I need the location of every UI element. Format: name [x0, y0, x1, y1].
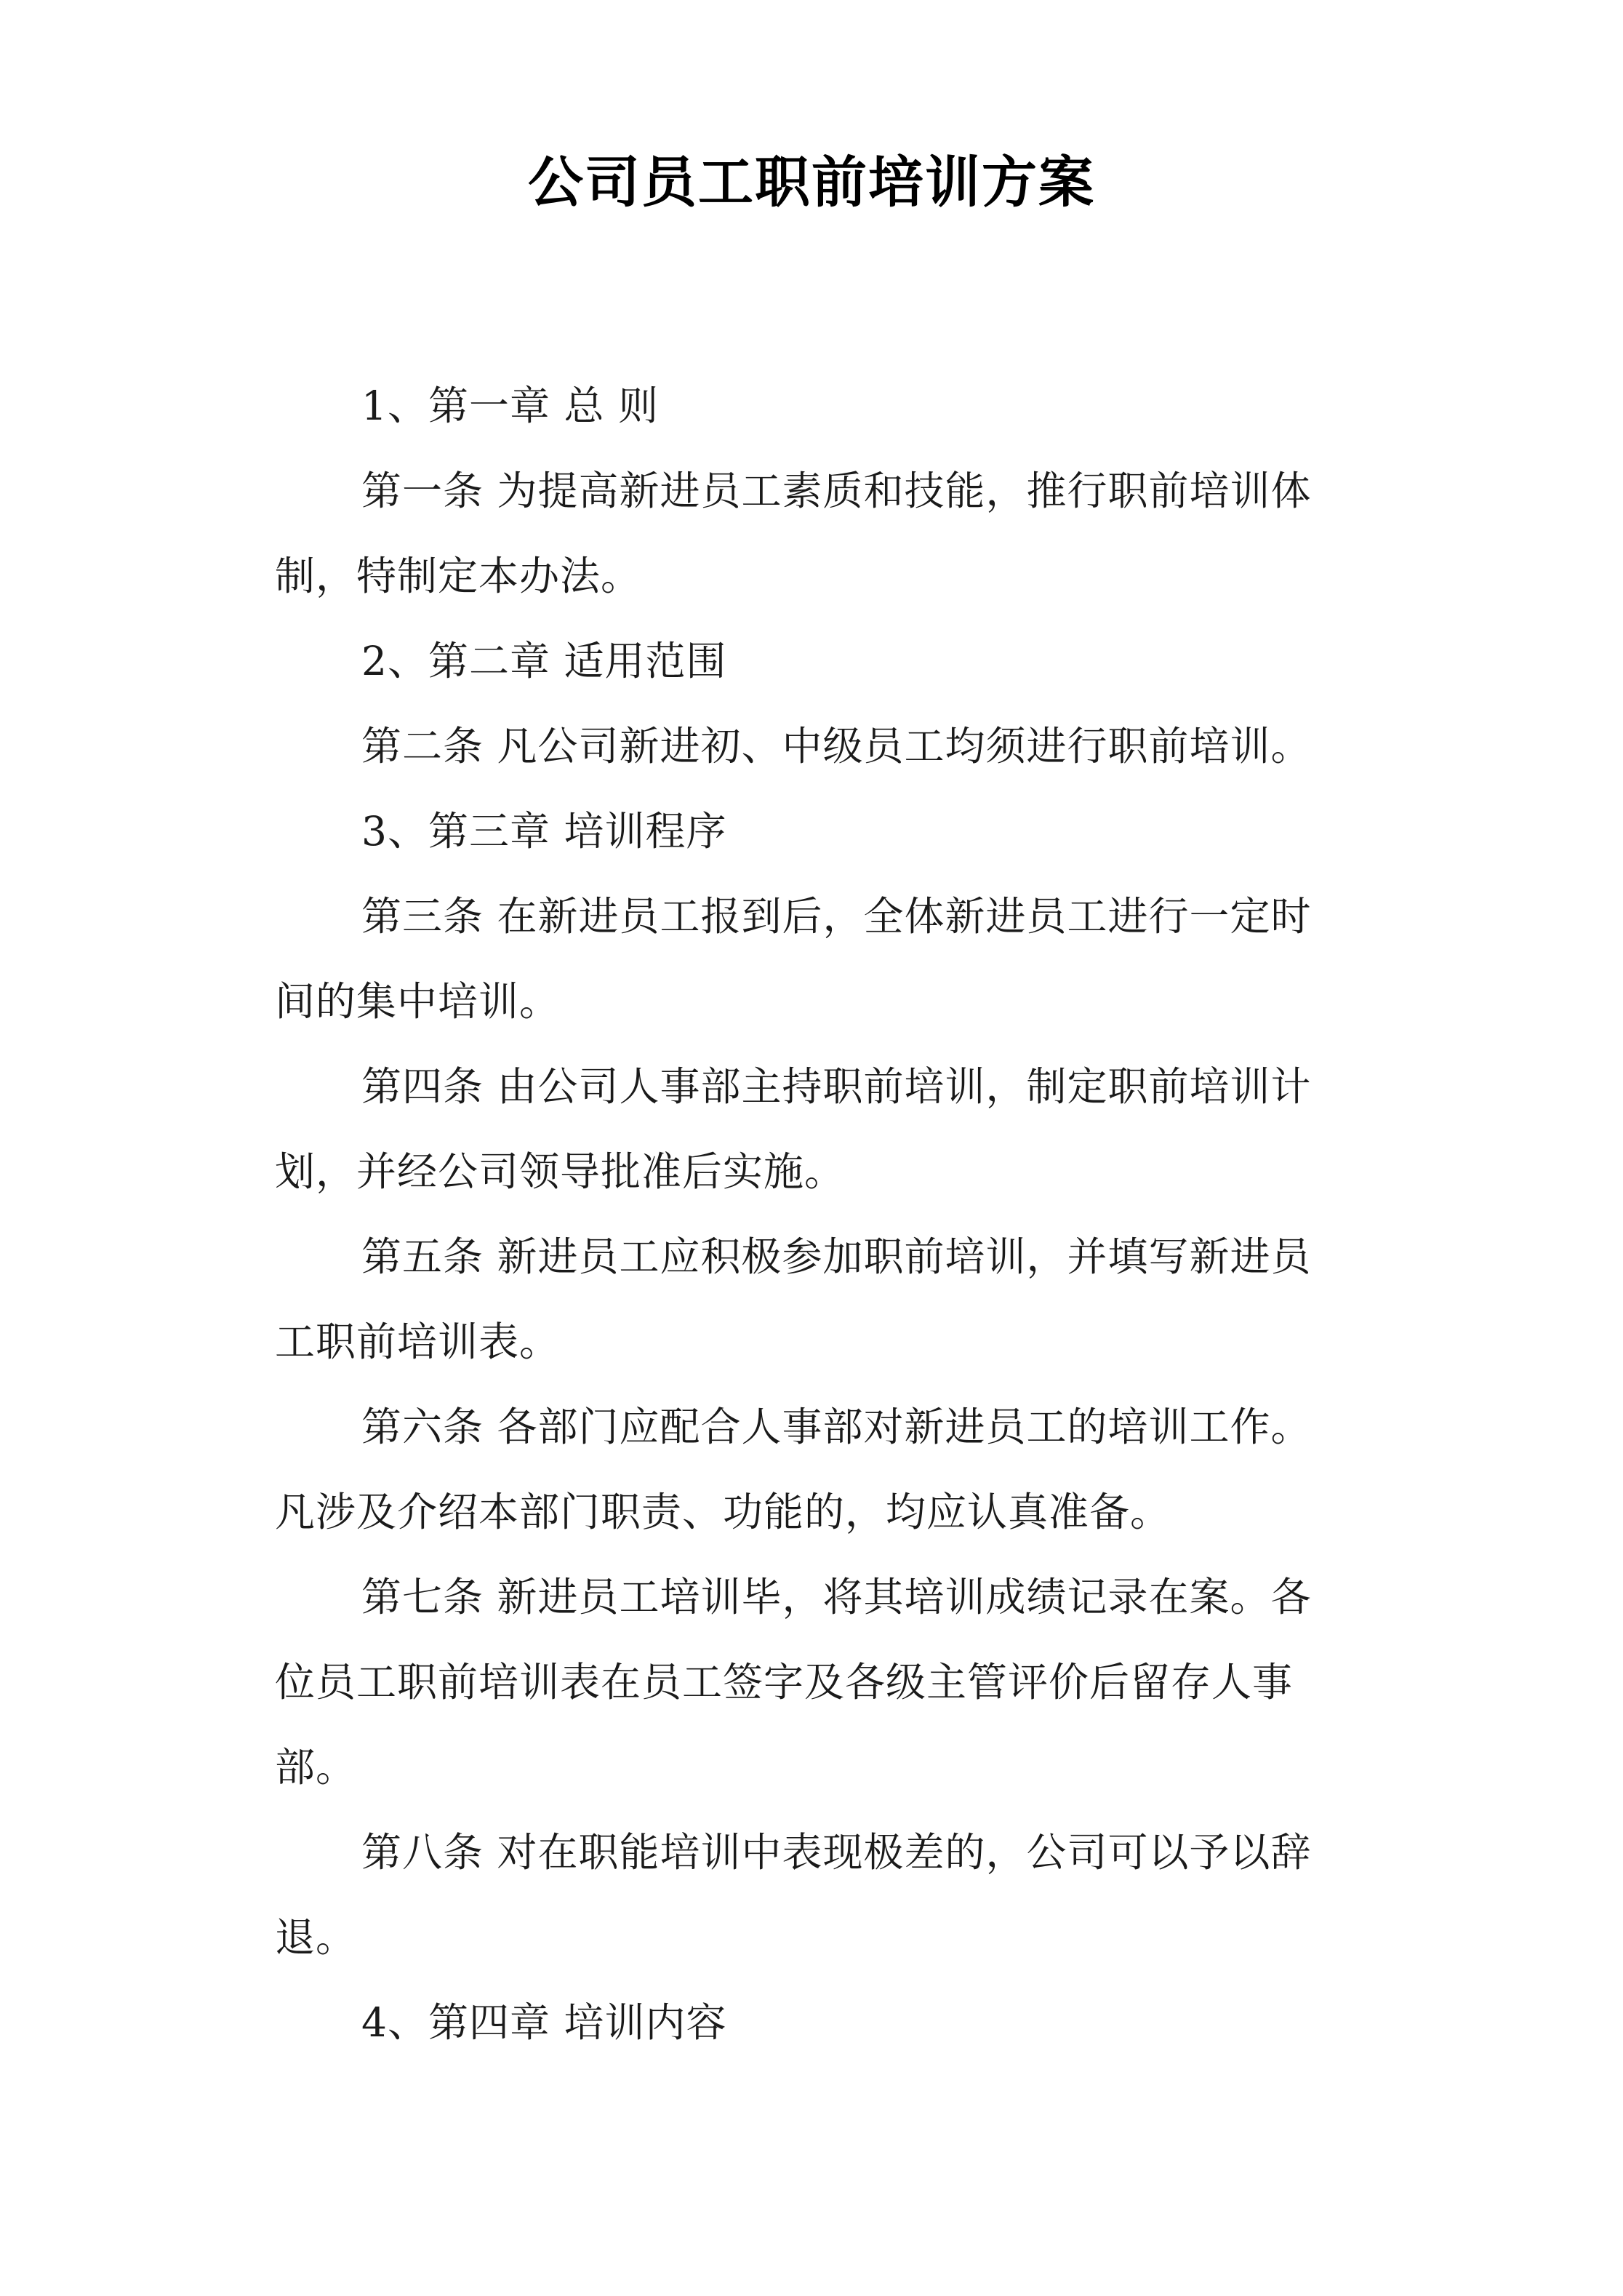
article-7: 第七条 新进员工培训毕，将其培训成绩记录在案。各位员工职前培训表在员工签字及各级主管评价后留存人事部。	[275, 1574, 1312, 1791]
article-8: 第八条 对在职能培训中表现极差的，公司可以予以辞退。	[275, 1829, 1312, 1961]
chapter-1-heading: 1、第一章 总 则	[361, 383, 659, 429]
article-1: 第一条 为提高新进员工素质和技能，推行职前培训体制，特制定本办法。	[275, 468, 1312, 599]
article-4: 第四条 由公司人事部主持职前培训，制定职前培训计划，并经公司领导批准后实施。	[275, 1063, 1312, 1195]
article-5: 第五条 新进员工应积极参加职前培训，并填写新进员工职前培训表。	[275, 1233, 1312, 1365]
chapter-3-heading: 3、第三章 培训程序	[361, 808, 727, 855]
article-3: 第三条 在新进员工报到后，全体新进员工进行一定时间的集中培训。	[275, 893, 1312, 1025]
document-title: 公司员工职前培训方案	[528, 150, 1095, 215]
article-2: 第二条 凡公司新进初、中级员工均须进行职前培训。	[361, 723, 1312, 769]
document-body	[275, 364, 1351, 2065]
chapter-4-heading: 4、第四章 培训内容	[361, 1999, 727, 2046]
chapter-2-heading: 2、第二章 适用范围	[361, 638, 727, 684]
article-6: 第六条 各部门应配合人事部对新进员工的培训工作。凡涉及介绍本部门职责、功能的，均应认真准备。	[275, 1404, 1312, 1535]
